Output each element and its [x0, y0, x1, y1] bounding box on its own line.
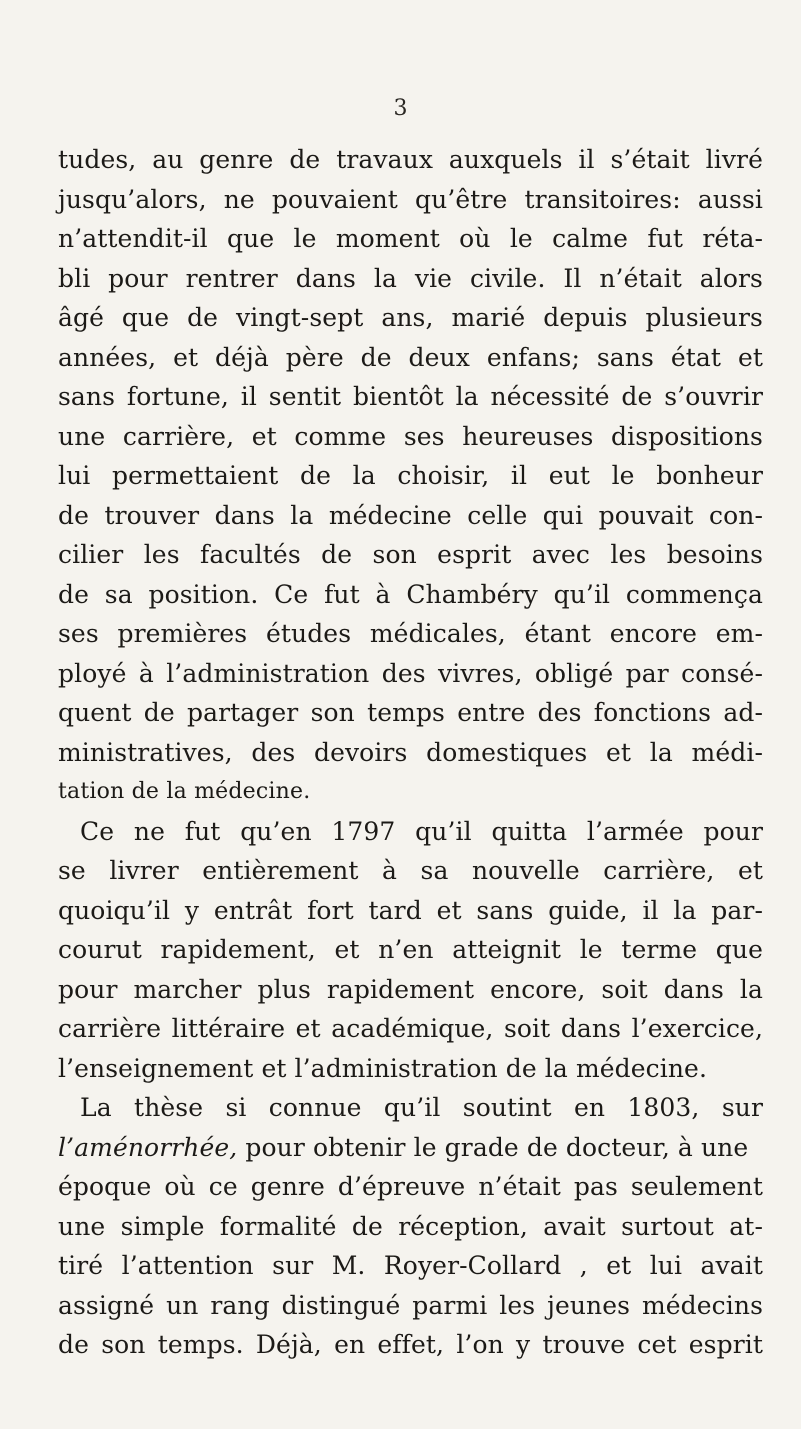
- text-line: Ce ne fut qu’en 1797 qu’il quitta l’armée pour: [80, 816, 763, 846]
- text-line: quoiqu’il y entrât fort tard et sans guide, il la par-: [58, 895, 763, 925]
- text-line: ses premières études médicales, étant encore em-: [58, 619, 763, 648]
- text-line: ministratives, des devoirs domestiques et la médi-: [58, 737, 763, 767]
- text-line: cilier les facultés de son esprit avec les besoins: [58, 540, 763, 569]
- text-line: époque où ce genre d’épreuve n’était pas seulement: [58, 1172, 763, 1201]
- text-line: tiré l’attention sur M. Royer-Collard , et lui avait: [58, 1251, 763, 1280]
- text-line: pour marcher plus rapidement encore, soit dans la: [58, 974, 763, 1004]
- text-line: La thèse si connue qu’il soutint en 1803, sur: [80, 1093, 763, 1122]
- text-line: quent de partager son temps entre des fonctions ad-: [58, 698, 763, 727]
- text-line: tudes, au genre de travaux auxquels il s’était livré: [58, 145, 763, 174]
- text-line: une carrière, et comme ses heureuses dispositions: [58, 421, 763, 451]
- text-line: lui permettaient de la choisir, il eut le bonheur: [58, 461, 763, 490]
- text-line: bli pour rentrer dans la vie civile. Il n’était alors: [58, 263, 763, 293]
- italic-term: l’aménorrhée,: [58, 1132, 238, 1162]
- text-line: tation de la médecine.: [58, 779, 311, 804]
- text-line: n’attendit-il que le moment où le calme fut réta-: [58, 224, 763, 253]
- text-line: carrière littéraire et académique, soit dans l’exercice,: [58, 1014, 763, 1043]
- text-line: se livrer entièrement à sa nouvelle carrière, et: [58, 856, 763, 885]
- text-line: âgé que de vingt-sept ans, marié depuis plusieurs: [58, 303, 763, 332]
- text-line: de son temps. Déjà, en effet, l’on y trouve cet esprit: [58, 1330, 763, 1359]
- body-text: [58, 140, 763, 1365]
- text-line: sans fortune, il sentit bientôt la nécessité de s’ouvrir: [58, 382, 763, 411]
- text-line: courut rapidement, et n’en atteignit le terme que: [58, 935, 763, 964]
- text-line: de trouver dans la médecine celle qui pouvait con-: [58, 500, 763, 530]
- text-line: de sa position. Ce fut à Chambéry qu’il commença: [58, 579, 763, 609]
- text-line-with-italic: [58, 1128, 763, 1168]
- text-line: ployé à l’administration des vivres, obligé par consé-: [58, 658, 763, 688]
- text-line: l’enseignement et l’administration de la médecine.: [58, 1053, 707, 1083]
- page-number: 3: [393, 96, 408, 121]
- text-line-rest: pour obtenir le grade de docteur, à une: [245, 1132, 749, 1162]
- text-line: une simple formalité de réception, avait surtout at-: [58, 1211, 763, 1241]
- text-line: années, et déjà père de deux enfans; sans état et: [58, 342, 763, 372]
- text-line: assigné un rang distingué parmi les jeunes médecins: [58, 1290, 763, 1320]
- text-line: jusqu’alors, ne pouvaient qu’être transitoires: aussi: [58, 184, 763, 214]
